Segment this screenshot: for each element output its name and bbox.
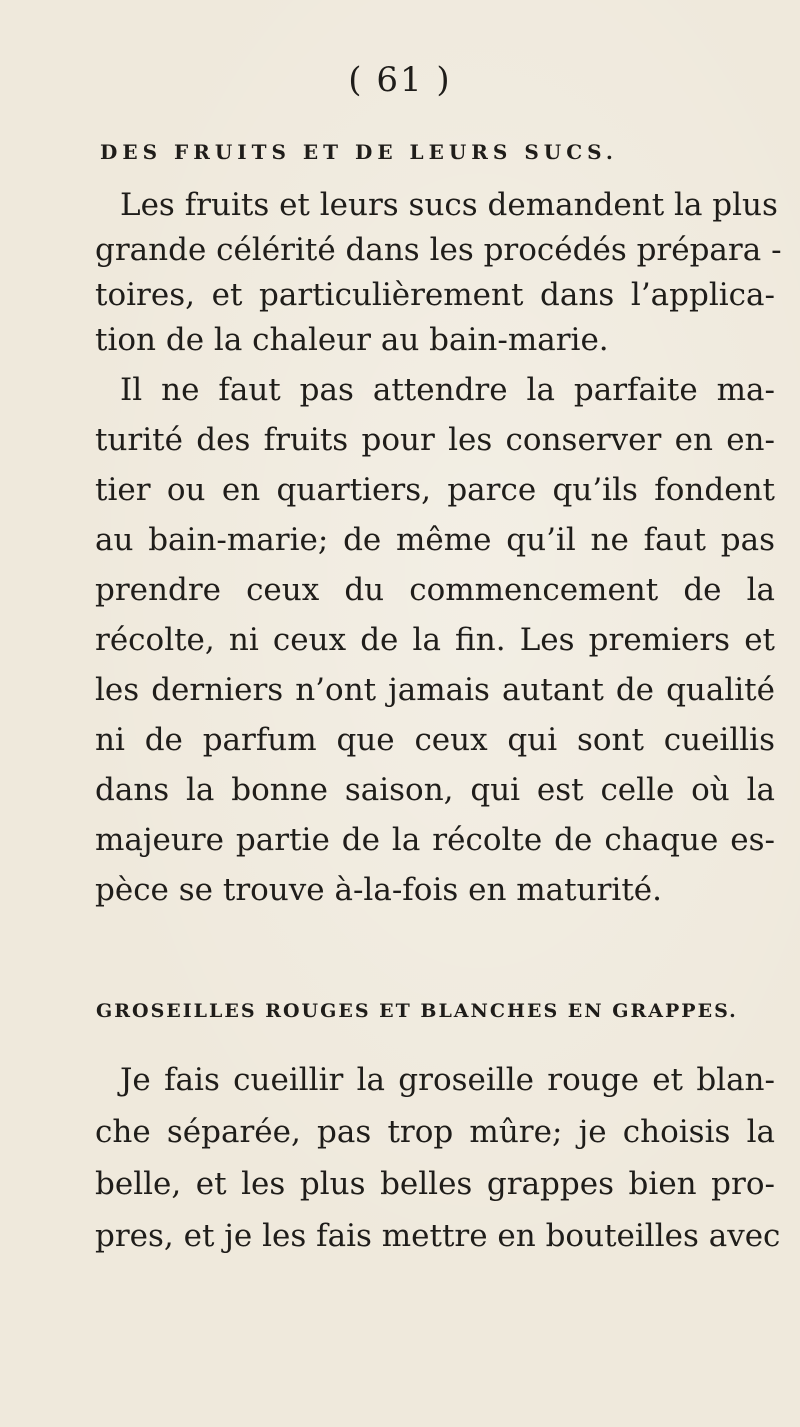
text-line: tier ou en quartiers, parce qu’ils fondent [95, 472, 775, 508]
text-line: grande célérité dans les procédés prépara - [95, 232, 782, 268]
text-line: che séparée, pas trop mûre; je choisis la [95, 1114, 775, 1150]
subsection-title: GROSEILLES ROUGES ET BLANCHES EN GRAPPES. [96, 1000, 738, 1022]
text-line: pèce se trouve à-la-fois en maturité. [95, 872, 662, 908]
text-line: Les fruits et leurs sucs demandent la plus [120, 187, 778, 223]
page-number: ( 61 ) [348, 60, 452, 100]
text-line: prendre ceux du commencement de la [95, 572, 775, 608]
text-line: les derniers n’ont jamais autant de qualité [95, 672, 775, 708]
text-line: au bain-marie; de même qu’il ne faut pas [95, 522, 775, 558]
text-line: turité des fruits pour les conserver en en- [95, 422, 775, 458]
text-line: pres, et je les fais mettre en bouteilles avec [95, 1218, 781, 1254]
text-line: tion de la chaleur au bain-marie. [95, 322, 609, 358]
text-line: dans la bonne saison, qui est celle où la [95, 772, 775, 808]
text-line: toires, et particulièrement dans l’applica- [95, 277, 775, 313]
text-line: Je fais cueillir la groseille rouge et blan- [120, 1062, 775, 1098]
section-title: DES FRUITS ET DE LEURS SUCS. [100, 140, 618, 164]
text-line: belle, et les plus belles grappes bien pro- [95, 1166, 775, 1202]
text-line: ni de parfum que ceux qui sont cueillis [95, 722, 775, 758]
text-line: récolte, ni ceux de la fin. Les premiers et [95, 622, 775, 658]
text-line: Il ne faut pas attendre la parfaite ma- [120, 372, 775, 408]
text-line: majeure partie de la récolte de chaque es- [95, 822, 775, 858]
